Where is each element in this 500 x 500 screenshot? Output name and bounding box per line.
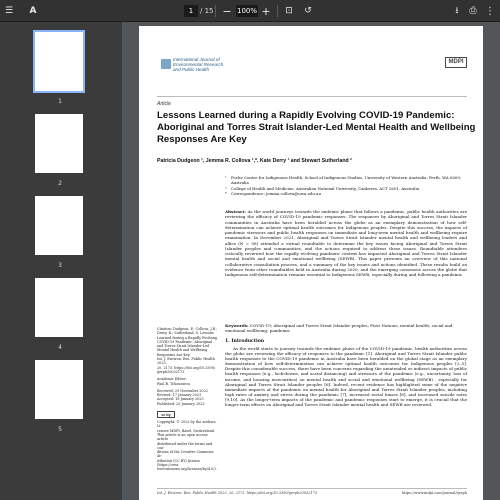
- thumbnail-label: 1: [58, 98, 62, 105]
- abstract-label: Abstract:: [225, 209, 246, 214]
- article-title: Lessons Learned during a Rapidly Evolving COVID-19 Pandemic: Aboriginal and Torres Strait Islander-Led Mental Health and Wellbeing Responses Are Key: [157, 110, 476, 145]
- download-icon[interactable]: ⭳: [455, 6, 459, 16]
- toolbar-divider: [215, 5, 216, 17]
- copyright-line: distributed under the terms and con-: [157, 441, 213, 450]
- pdf-toolbar: [0, 0, 500, 22]
- date-line: Accepted: 18 January 2023: [157, 397, 204, 402]
- thumbnail-label: 4: [58, 344, 62, 351]
- journal-name: [173, 57, 223, 73]
- document-viewer[interactable]: [122, 22, 500, 500]
- article-authors: Patricia Dudgeon ¹, Jemma R. Collova ¹,*, Kate Derry ¹ and Stewart Sutherland ²: [157, 158, 352, 164]
- menu-icon[interactable]: ☰: [4, 6, 14, 16]
- page-thumbnail-5[interactable]: [35, 360, 83, 419]
- journal-logo-icon: [161, 59, 171, 69]
- pdf-page: [139, 26, 483, 500]
- citation-line: Mental Health and Wellbeing: [157, 348, 208, 353]
- copyright-line: tivecommons.org/licenses/by/4.0/).: [157, 467, 217, 472]
- abstract: [225, 209, 467, 277]
- affiliation-item: [225, 192, 465, 197]
- page-thumbnail-3[interactable]: [35, 196, 83, 255]
- toolbar-divider: [277, 5, 278, 17]
- date-line: Revised: 17 January 2023: [157, 393, 202, 398]
- more-options-icon[interactable]: ⋮: [485, 5, 495, 17]
- editor-line: Paul B. Tchounwou: [157, 381, 190, 386]
- editor-line: Academic Editor:: [157, 377, 187, 382]
- page-total: / 15: [200, 7, 214, 15]
- copyright-line: ditions of the Creative Commons At-: [157, 450, 214, 459]
- zoom-in-button[interactable]: +: [261, 4, 271, 18]
- affiliation-mark: ¹: [225, 175, 227, 180]
- zoom-out-button[interactable]: −: [222, 4, 232, 18]
- introduction-text: As the world starts to journey towards the endemic phase of the COVID-19 pandemic, health authorities across the globe are reviewing the efficacy of responses to the pandemic [1]. Aboriginal and Torres Strait Islander public health responses to the COVID-19 pandemic in Australia have been heralded on the global stage as an exemplary demonstration of how self-determination can achieve optimal health outcomes for Indigenous peoples [2–5]. Despite this considerable success, there have been concerns regarding the unintended or indirect impacts of public health responses (e.g., lock-downs, and social distancing) and stressors of the pandemic (e.g., uncertainty, loss of income, and housing insecurities) on mental health and social and emotional wellbeing (SEWB) , especially for Aboriginal and Torres Strait Islander peoples [6]. Indeed, recent evidence has highlighted some of the negative immediate impacts of the pandemic on mental health for Aboriginal and Torres Strait Islander peoples, including high rates of anxiety and stress during the pandemic [7], increased racial biases [8], and increased suicide rates [9,10]. As the longer-term impacts of the pandemic and pandemic responses start to emerge, it is crucial that the longer-term effects on Aboriginal and Torres Strait Islander mental health and SEWB are reviewed.: [225, 346, 467, 408]
- journal-name-line: and Public Health: [173, 67, 210, 73]
- header-divider: [157, 96, 467, 97]
- journal-name-line: International Journal of: [173, 57, 220, 62]
- section-heading: 1. Introduction: [225, 339, 265, 344]
- citation-block: [157, 327, 219, 374]
- copyright-line: Copyright: © 2023 by the authors. Li-: [157, 420, 217, 429]
- citation-line: COVID-19 Pandemic: Aboriginal: [157, 339, 213, 344]
- affiliation-mark: *: [225, 191, 227, 197]
- keywords-text: COVID-19; Aboriginal and Torres Strait Islander peoples; First Nations; mental health; social and emotional wellbeing; pandemic: [225, 323, 453, 334]
- thumbnail-sidebar: [0, 22, 122, 500]
- citation-line: Citation: Dudgeon, P.; Collova, J.R.;: [157, 327, 218, 331]
- footer-journal-url[interactable]: https://www.mdpi.com/journal/ijerph: [401, 491, 467, 495]
- date-line: Received: 29 November 2022: [157, 388, 208, 393]
- thumbnail-label: 3: [58, 262, 62, 269]
- text-icon[interactable]: A: [29, 6, 37, 16]
- editor-block: [157, 377, 219, 386]
- citation-sidebar: [157, 327, 219, 475]
- thumbnail-label: 5: [58, 426, 62, 433]
- creative-commons-icon: cc by: [157, 411, 175, 418]
- footer-divider: [157, 488, 467, 489]
- copyright-block: [157, 420, 219, 472]
- date-line: Published: 25 January 2023: [157, 401, 205, 406]
- fit-page-icon[interactable]: ⊡: [285, 6, 293, 16]
- page-thumbnail-4[interactable]: [35, 278, 83, 337]
- citation-line: ijerph20032173: [157, 369, 185, 374]
- page-thumbnail-1[interactable]: [35, 32, 83, 91]
- copyright-line: This article is an open access article: [157, 432, 208, 442]
- zoom-level-input[interactable]: 100%: [236, 7, 257, 15]
- affiliation-text: Correspondence: jemma.collova@uwa.edu.au: [231, 191, 321, 197]
- page-thumbnail-2[interactable]: [35, 114, 83, 173]
- rotate-icon[interactable]: ↺: [304, 6, 312, 16]
- copyright-line: tribution (CC BY) license (https://crea-: [157, 458, 200, 468]
- publisher-logo: MDPI: [445, 57, 467, 68]
- footer-citation: Int. J. Environ. Res. Public Health 2023, 20, 2173. https://doi.org/10.3390/ijerph20032173: [157, 491, 318, 495]
- affiliation-text: Poche Centre for Indigenous Health, School of Indigenous Studies, University of Western Australia, Perth, WA 6009, Australia: [231, 175, 462, 185]
- article-type: Article: [157, 101, 171, 107]
- citation-line: Derry, K.; Sutherland, S. Lessons: [157, 331, 214, 336]
- affiliations: [225, 176, 465, 198]
- affiliation-item: [225, 176, 465, 186]
- page-number-input[interactable]: 1: [184, 5, 198, 17]
- affiliation-text: College of Health and Medicine, Australian National University, Canberra, ACT 2601, Australia: [231, 185, 420, 191]
- citation-line: Int. J. Environ. Res. Public Health 2023,: [157, 357, 215, 366]
- citation-line: 20, 2173. https://doi.org/10.3390/: [157, 365, 216, 370]
- dates-block: [157, 389, 219, 406]
- citation-line: and Torres Strait Islander-Led: [157, 344, 210, 349]
- print-icon[interactable]: ⎙: [469, 6, 477, 16]
- keywords-label: Keywords:: [225, 323, 249, 328]
- copyright-line: censee MDPI, Basel, Switzerland.: [157, 428, 216, 433]
- journal-name-line: Environmental Research: [173, 62, 224, 68]
- keywords: [225, 323, 467, 334]
- abstract-text: As the world journeys towards the endemic phase that follows a pandemic, public health authorities are reviewing the efficacy of COVID-19 pandemic responses. The responses by Aboriginal and Torres Strait Islander communities in Australia have been heralded across the globe as an exemplary demonstration of how self-determination can achieve optimal health outcomes for Indigenous peoples. Despite this success, the impacts of pandemic stressors and public health responses on immediate and long-term mental health and wellbeing require examination. In December 2021, Aboriginal and Torres Strait Islander mental health and wellbeing leaders and allies (N = 58) attended a virtual roundtable to determine the key issues facing Aboriginal and Torres Strait Islander peoples and communities, and the actions required to address these issues. Roundtable attendees critically reviewed how the rapidly evolving pandemic context has impacted Aboriginal and Torres Strait Islander mental health and social and emotional wellbeing (SEWB). This paper presents an overview of this national collaborative consultation process, and a summary of the key issues and actions identified. These results build on evidence from other roundtables held in Australia during 2020, and the emerging consensus across the globe that Indigenous self-determination remains essential to Indigenous SEWB, especially during and following a pandemic.: [225, 209, 467, 277]
- citation-line: Responses Are Key.: [157, 352, 191, 357]
- thumbnail-label: 2: [58, 180, 62, 187]
- citation-line: Learned during a Rapidly Evolving: [157, 335, 217, 340]
- affiliation-mark: ²: [225, 185, 227, 191]
